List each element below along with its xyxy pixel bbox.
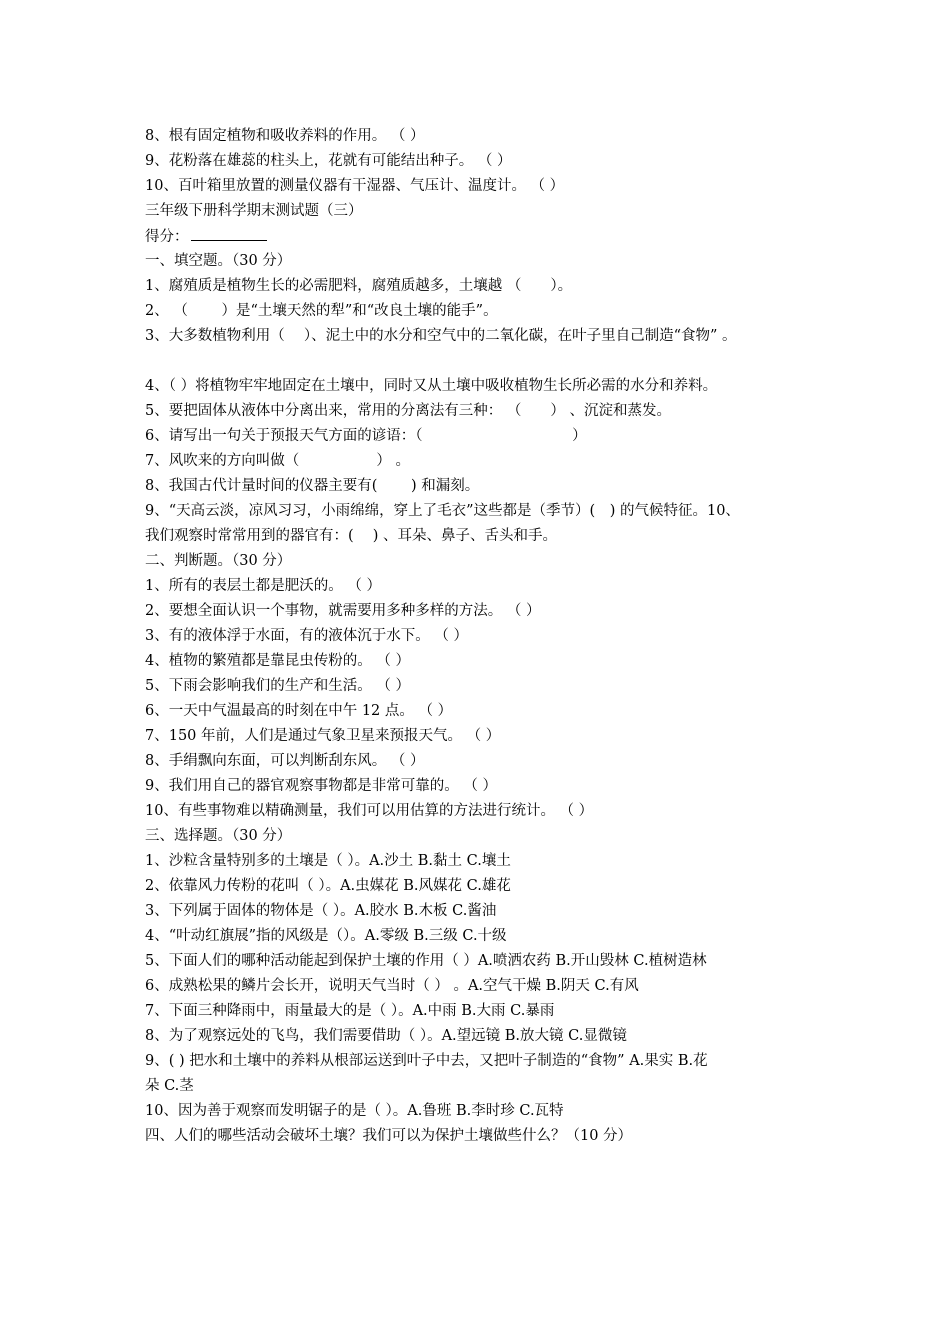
judge-item-9-prev: 9、花粉落在雄蕊的柱头上，花就有可能结出种子。 （ ）	[145, 153, 512, 169]
choice-item-6: 6、成熟松果的鳞片会长开，说明天气当时（ ） 。A.空气干燥 B.阴天 C.有风	[145, 978, 639, 994]
judge-item-8-prev: 8、根有固定植物和吸收养料的作用。 （ ）	[145, 128, 425, 144]
fill-item-9: 9、“天高云淡，凉风习习，小雨绵绵，穿上了毛衣”这些都是（季节）( ) 的气候特征。10、	[145, 503, 740, 519]
judge-item-1: 1、所有的表层土都是肥沃的。 （ ）	[145, 578, 381, 594]
choice-item-5: 5、下面人们的哪种活动能起到保护土壤的作用（ ）A.喷洒农药 B.开山毁林 C.植树造林	[145, 953, 707, 969]
choice-item-8: 8、为了观察远处的飞鸟，我们需要借助（ ）。A.望远镜 B.放大镜 C.显微镜	[145, 1028, 627, 1044]
choice-item-9: 9、( ) 把水和土壤中的养料从根部运送到叶子中去，又把叶子制造的“食物” A.果实 B.花	[145, 1053, 708, 1069]
fill-item-10: 我们观察时常常用到的器官有：( ) 、耳朵、鼻子、舌头和手。	[145, 528, 558, 544]
judge-item-5: 5、下雨会影响我们的生产和生活。 （ ）	[145, 678, 410, 694]
choice-item-9-cont: 朵 C.茎	[145, 1078, 194, 1094]
judge-item-8: 8、手绢飘向东面，可以判断刮东风。 （ ）	[145, 753, 425, 769]
fill-item-8: 8、我国古代计量时间的仪器主要有( ) 和漏刻。	[145, 478, 480, 494]
choice-item-1: 1、沙粒含量特别多的土壤是（ ）。A.沙土 B.黏土 C.壤土	[145, 853, 511, 869]
judge-item-7: 7、150 年前，人们是通过气象卫星来预报天气。 （ ）	[145, 728, 501, 744]
fill-item-5: 5、要把固体从液体中分离出来，常用的分离法有三种： （ ） 、沉淀和蒸发。	[145, 403, 671, 419]
choice-item-10: 10、因为善于观察而发明锯子的是（ ）。A.鲁班 B.李时珍 C.瓦特	[145, 1103, 564, 1119]
fill-item-1: 1、腐殖质是植物生长的必需肥料，腐殖质越多，土壤越 （ ）。	[145, 278, 573, 294]
fill-item-2: 2、 （ ）是“土壤天然的犁”和“改良土壤的能手”。	[145, 303, 498, 319]
choice-item-2: 2、依靠风力传粉的花叫（ ）。A.虫媒花 B.风媒花 C.雄花	[145, 878, 511, 894]
fill-item-3: 3、大多数植物利用（ ）、泥土中的水分和空气中的二氧化碳，在叶子里自己制造“食物” 。	[145, 328, 737, 344]
judge-item-10: 10、有些事物难以精确测量，我们可以用估算的方法进行统计。 （ ）	[145, 803, 594, 819]
section-4-heading: 四、人们的哪些活动会破坏土壤？我们可以为保护土壤做些什么？（10 分）	[145, 1128, 633, 1144]
judge-item-10-prev: 10、百叶箱里放置的测量仪器有干湿器、气压计、温度计。 （ ）	[145, 178, 565, 194]
judge-item-9: 9、我们用自己的器官观察事物都是非常可靠的。 （ ）	[145, 778, 497, 794]
score-blank[interactable]	[191, 226, 267, 241]
judge-item-4: 4、植物的繁殖都是靠昆虫传粉的。 （ ）	[145, 653, 410, 669]
section-3-heading: 三、选择题。（30 分）	[145, 828, 292, 844]
section-2-heading: 二、判断题。（30 分）	[145, 553, 292, 569]
fill-item-7: 7、风吹来的方向叫做（ ） 。	[145, 453, 410, 469]
judge-item-3: 3、有的液体浮于水面，有的液体沉于水下。 （ ）	[145, 628, 468, 644]
score-label: 得分：	[145, 229, 189, 245]
judge-item-2: 2、要想全面认识一个事物，就需要用多种多样的方法。 （ ）	[145, 603, 541, 619]
fill-item-6: 6、请写出一句关于预报天气方面的谚语：（ ）	[145, 428, 587, 444]
fill-item-4: 4、（ ）将植物牢牢地固定在土壤中，同时又从土壤中吸收植物生长所必需的水分和养料。	[145, 378, 718, 394]
choice-item-7: 7、下面三种降雨中，雨量最大的是（ ）。A.中雨 B.大雨 C.暴雨	[145, 1003, 555, 1019]
score-line	[145, 226, 267, 247]
choice-item-3: 3、下列属于固体的物体是（ ）。A.胶水 B.木板 C.酱油	[145, 903, 497, 919]
choice-item-4: 4、“叶动红旗展”指的风级是（）。A.零级 B.三级 C.十级	[145, 928, 507, 944]
section-1-heading: 一、填空题。（30 分）	[145, 253, 292, 269]
judge-item-6: 6、一天中气温最高的时刻在中午 12 点。 （ ）	[145, 703, 453, 719]
exam-title: 三年级下册科学期末测试题（三）	[145, 203, 363, 219]
